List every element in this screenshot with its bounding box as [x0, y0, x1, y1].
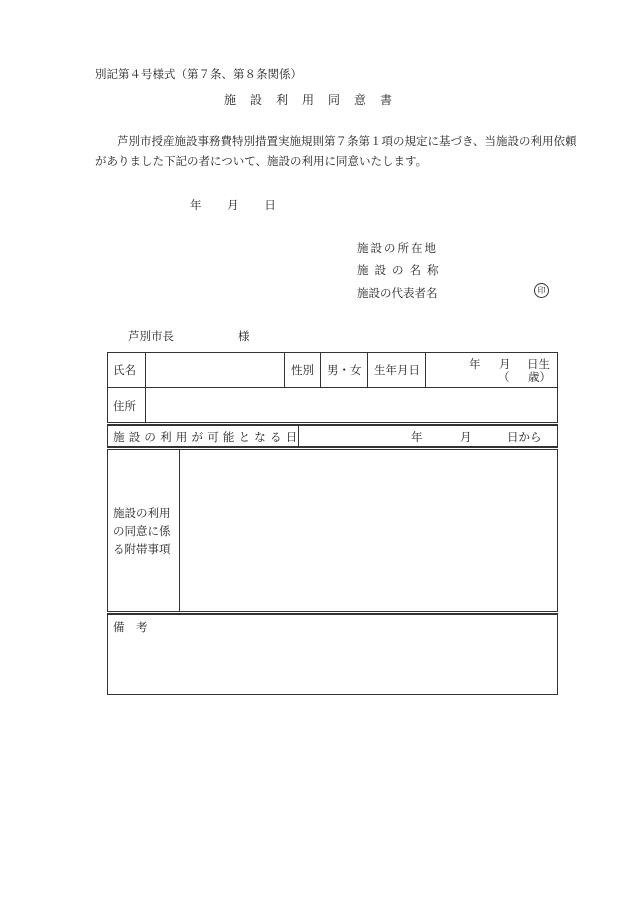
facility-name-label: 施設の名称: [357, 263, 445, 277]
sex-options: 男・女: [327, 363, 362, 377]
document-title: 施設利用同意書: [223, 93, 406, 107]
conditions-label-line1: 施設の利用: [113, 506, 171, 520]
facility-location-label: 施設の所在地: [357, 241, 438, 255]
age-open: （: [498, 370, 510, 384]
birthdate-label: 生年月日: [374, 363, 420, 377]
form-reference: 別記第４号様式（第７条、第８条関係）: [95, 67, 302, 81]
conditions-label-line3: る附帯事項: [113, 542, 171, 556]
col-divider: [320, 352, 321, 387]
addressee-mayor: 芦別市長: [128, 329, 174, 343]
remarks-label: 備 考: [113, 620, 148, 634]
date-day: 日: [264, 198, 276, 212]
name-label: 氏名: [113, 363, 136, 377]
available-from: 日から: [507, 430, 542, 444]
birth-year: 年: [469, 357, 481, 371]
addressee-honorific: 様: [238, 329, 250, 343]
sex-label: 性別: [291, 363, 314, 377]
col-divider: [179, 449, 180, 612]
col-divider: [284, 352, 285, 387]
age-close: 歳）: [528, 370, 551, 384]
facility-representative-label: 施設の代表者名: [357, 286, 438, 300]
row-divider: [107, 387, 558, 388]
body-paragraph: 芦別市授産施設事務費特別措置実施規則第７条第１項の規定に基づき、当施設の利用依頼がありました下記の者について、施設の利用に同意いたします。: [95, 134, 577, 168]
birth-month: 月: [499, 357, 511, 371]
available-date-label: 施設の利用が可能となる日: [113, 430, 302, 444]
remarks-box: [107, 613, 558, 695]
seal-mark: 印: [534, 283, 549, 298]
col-divider: [425, 352, 426, 387]
conditions-box: [107, 449, 558, 612]
col-divider: [367, 352, 368, 387]
conditions-label-line2: の同意に係: [113, 524, 171, 538]
date-year: 年: [190, 198, 202, 212]
date-month: 月: [227, 198, 239, 212]
date-line: [190, 197, 298, 213]
address-label: 住所: [113, 399, 136, 413]
col-divider: [145, 352, 146, 423]
available-month: 月: [460, 430, 472, 444]
available-year: 年: [411, 430, 423, 444]
birth-day: 日生: [527, 357, 550, 371]
